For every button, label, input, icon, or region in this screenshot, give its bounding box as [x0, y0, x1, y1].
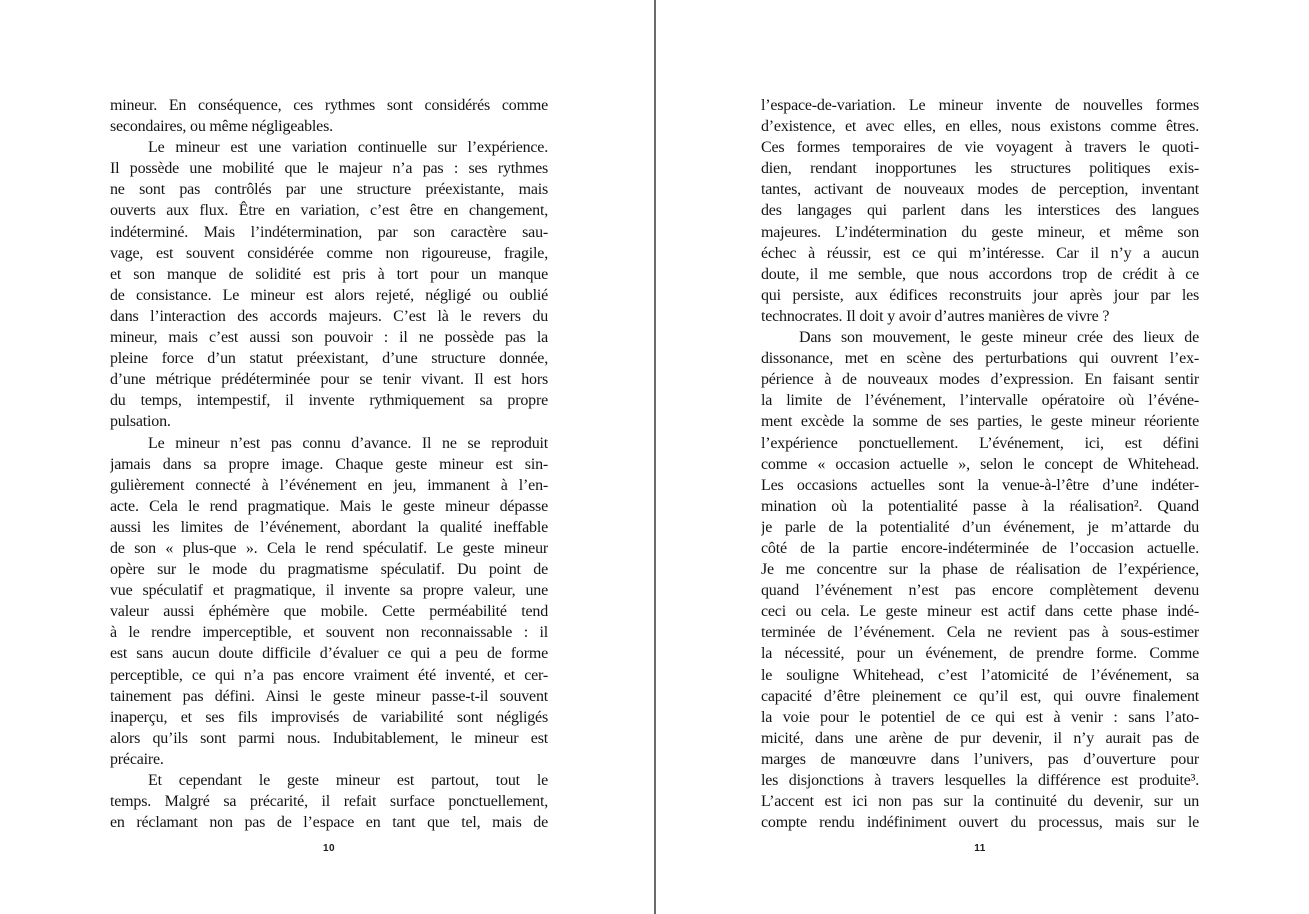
- text-line: Je me concentre sur la phase de réalisation de l’expérience,: [761, 561, 1199, 579]
- text-line: à le rendre imperceptible, et souvent non reconnaissable : il: [110, 624, 548, 642]
- text-line: la nécessité, pour un événement, de prendre forme. Comme: [761, 645, 1199, 663]
- text-line: du temps, intempestif, il invente rythmiquement sa propre: [110, 392, 548, 410]
- text-line: marges de manœuvre dans l’univers, pas d’ouverture pour: [761, 750, 1199, 768]
- text-line: d’une métrique prédéterminée pour se tenir vivant. Il est hors: [110, 371, 548, 389]
- text-line: Il possède une mobilité que le majeur n’a pas : ses rythmes: [110, 160, 548, 178]
- text-line: secondaires, ou même négligeables.: [110, 118, 333, 136]
- text-line: de consistance. Le mineur est alors rejeté, négligé ou oublié: [110, 286, 548, 304]
- text-line: L’accent est ici non pas sur la continuité du devenir, sur un: [761, 793, 1199, 811]
- text-line: mineur. En conséquence, ces rythmes sont considérés comme: [110, 97, 548, 114]
- text-line: capacité d’être pleinement ce qu’il est, qui ouvre finalement: [761, 687, 1199, 705]
- text-line: comme « occasion actuelle », selon le concept de Whitehead.: [761, 455, 1199, 473]
- text-line: mineur, mais c’est aussi son pouvoir : il ne possède pas la: [110, 329, 548, 347]
- text-line: dans l’interaction des accords majeurs. C’est là le revers du: [110, 307, 548, 325]
- text-line: inaperçu, et ses fils improvisés de variabilité sont négligés: [110, 708, 548, 726]
- text-line: côté de la partie encore-indéterminée de l’occasion actuelle.: [761, 539, 1199, 557]
- text-line: Et cependant le geste mineur est partout, tout le: [148, 772, 548, 789]
- page-left-text: [110, 95, 548, 833]
- text-line: de son « plus-que ». Cela le rend spéculatif. Le geste mineur: [110, 539, 548, 557]
- text-line: et son manque de solidité est pris à tort pour un manque: [110, 265, 548, 283]
- text-line: Ces formes temporaires de vie voyagent à travers le quoti-: [761, 139, 1199, 157]
- text-line: périence à de nouveaux modes d’expression. En faisant sentir: [761, 371, 1199, 389]
- text-line: le souligne Whitehead, c’est l’atomicité de l’événement, sa: [761, 666, 1199, 684]
- text-line: la voie pour le potentiel de ce qui est à venir : sans l’ato-: [761, 708, 1199, 726]
- page-divider-line: [654, 0, 656, 914]
- text-line: ne sont pas contrôlés par une structure préexistante, mais: [110, 181, 548, 199]
- text-line: alors qu’ils sont parmi nous. Indubitablement, le mineur est: [110, 729, 548, 747]
- text-line: doute, il me semble, que nous accordons trop de crédit à ce: [761, 265, 1199, 283]
- text-line: vue spéculatif et pragmatique, il invente sa propre valeur, une: [110, 582, 548, 600]
- text-line: tantes, activant de nouveaux modes de perception, inventant: [761, 181, 1199, 199]
- text-line: des langages qui parlent dans les interstices des langues: [761, 202, 1199, 220]
- text-line: dien, rendant inopportunes les structures politiques exis-: [761, 160, 1199, 178]
- text-line: mination où la potentialité passe à la réalisation². Quand: [761, 497, 1199, 515]
- text-line: opère sur le mode du pragmatisme spéculatif. Du point de: [110, 561, 548, 579]
- text-line: aussi les limites de l’événement, abordant la qualité ineffable: [110, 518, 548, 536]
- text-line: tainement pas défini. Ainsi le geste mineur passe-t-il souvent: [110, 687, 548, 705]
- text-line: terminée de l’événement. Cela ne revient pas à sous-estimer: [761, 624, 1199, 642]
- text-line: acte. Cela le rend pragmatique. Mais le geste mineur dépasse: [110, 497, 548, 515]
- text-line: indéterminé. Mais l’indétermination, par son caractère sau-: [110, 223, 548, 241]
- text-line: ceci ou cela. Le geste mineur est actif dans cette phase indé-: [761, 603, 1199, 621]
- text-line: dissonance, met en scène des perturbations qui ouvrent l’ex-: [761, 350, 1199, 368]
- text-line: est sans aucun doute difficile d’évaluer ce qui a peu de forme: [110, 645, 548, 663]
- text-line: micité, dans une arène de pur devenir, il n’y aurait pas de: [761, 729, 1199, 747]
- page-number-right: 11: [974, 843, 986, 854]
- text-line: je parle de la potentialité d’un événement, je m’attarde du: [761, 518, 1199, 536]
- text-line: valeur aussi éphémère que mobile. Cette perméabilité tend: [110, 603, 548, 621]
- text-line: la limite de l’événement, l’intervalle opératoire où l’événe-: [761, 392, 1199, 410]
- text-line: Le mineur n’est pas connu d’avance. Il ne se reproduit: [148, 434, 548, 452]
- text-line: Le mineur est une variation continuelle sur l’expérience.: [148, 139, 548, 157]
- text-line: majeures. L’indétermination du geste mineur, et même son: [761, 223, 1199, 241]
- text-line: temps. Malgré sa précarité, il refait surface ponctuellement,: [110, 793, 548, 811]
- text-line: d’existence, et avec elles, en elles, nous existons comme êtres.: [761, 118, 1199, 136]
- text-line: l’expérience ponctuellement. L’événement, ici, est défini: [761, 434, 1199, 452]
- text-line: ment excède la somme de ses parties, le geste mineur réoriente: [761, 413, 1199, 431]
- text-line: jamais dans sa propre image. Chaque geste mineur est sin-: [110, 455, 548, 473]
- text-line: échec à réussir, est ce qui m’intéresse. Car il n’y a aucun: [761, 244, 1199, 262]
- text-line: ouverts aux flux. Être en variation, c’est être en changement,: [110, 202, 548, 220]
- text-line: qui persiste, aux édifices reconstruits jour après jour par les: [761, 286, 1199, 304]
- text-line: les disjonctions à travers lesquelles la différence est produite³.: [761, 772, 1199, 789]
- text-line: Les occasions actuelles sont la venue-à-l’être d’une indéter-: [761, 476, 1199, 494]
- text-line: gulièrement connecté à l’événement en jeu, immanent à l’en-: [110, 476, 548, 494]
- text-line: pulsation.: [110, 413, 171, 431]
- text-line: l’espace-de-variation. Le mineur invente de nouvelles formes: [761, 97, 1199, 114]
- text-line: Dans son mouvement, le geste mineur crée des lieux de: [799, 329, 1199, 347]
- text-line: précaire.: [110, 750, 164, 768]
- text-line: vage, est souvent considérée comme non rigoureuse, fragile,: [110, 244, 548, 262]
- page-right-text: [761, 95, 1199, 833]
- text-line: pleine force d’un statut préexistant, d’une structure donnée,: [110, 350, 548, 368]
- text-line: technocrates. Il doit y avoir d’autres manières de vivre ?: [761, 307, 1110, 325]
- page-number-left: 10: [322, 843, 336, 854]
- text-line: compte rendu indéfiniment ouvert du processus, mais sur le: [761, 814, 1199, 832]
- text-line: en réclamant non pas de l’espace en tant que tel, mais de: [110, 814, 548, 832]
- text-line: quand l’événement n’est pas encore complètement devenu: [761, 582, 1199, 600]
- text-line: perceptible, ce qui n’a pas encore vraiment été inventé, et cer-: [110, 666, 548, 684]
